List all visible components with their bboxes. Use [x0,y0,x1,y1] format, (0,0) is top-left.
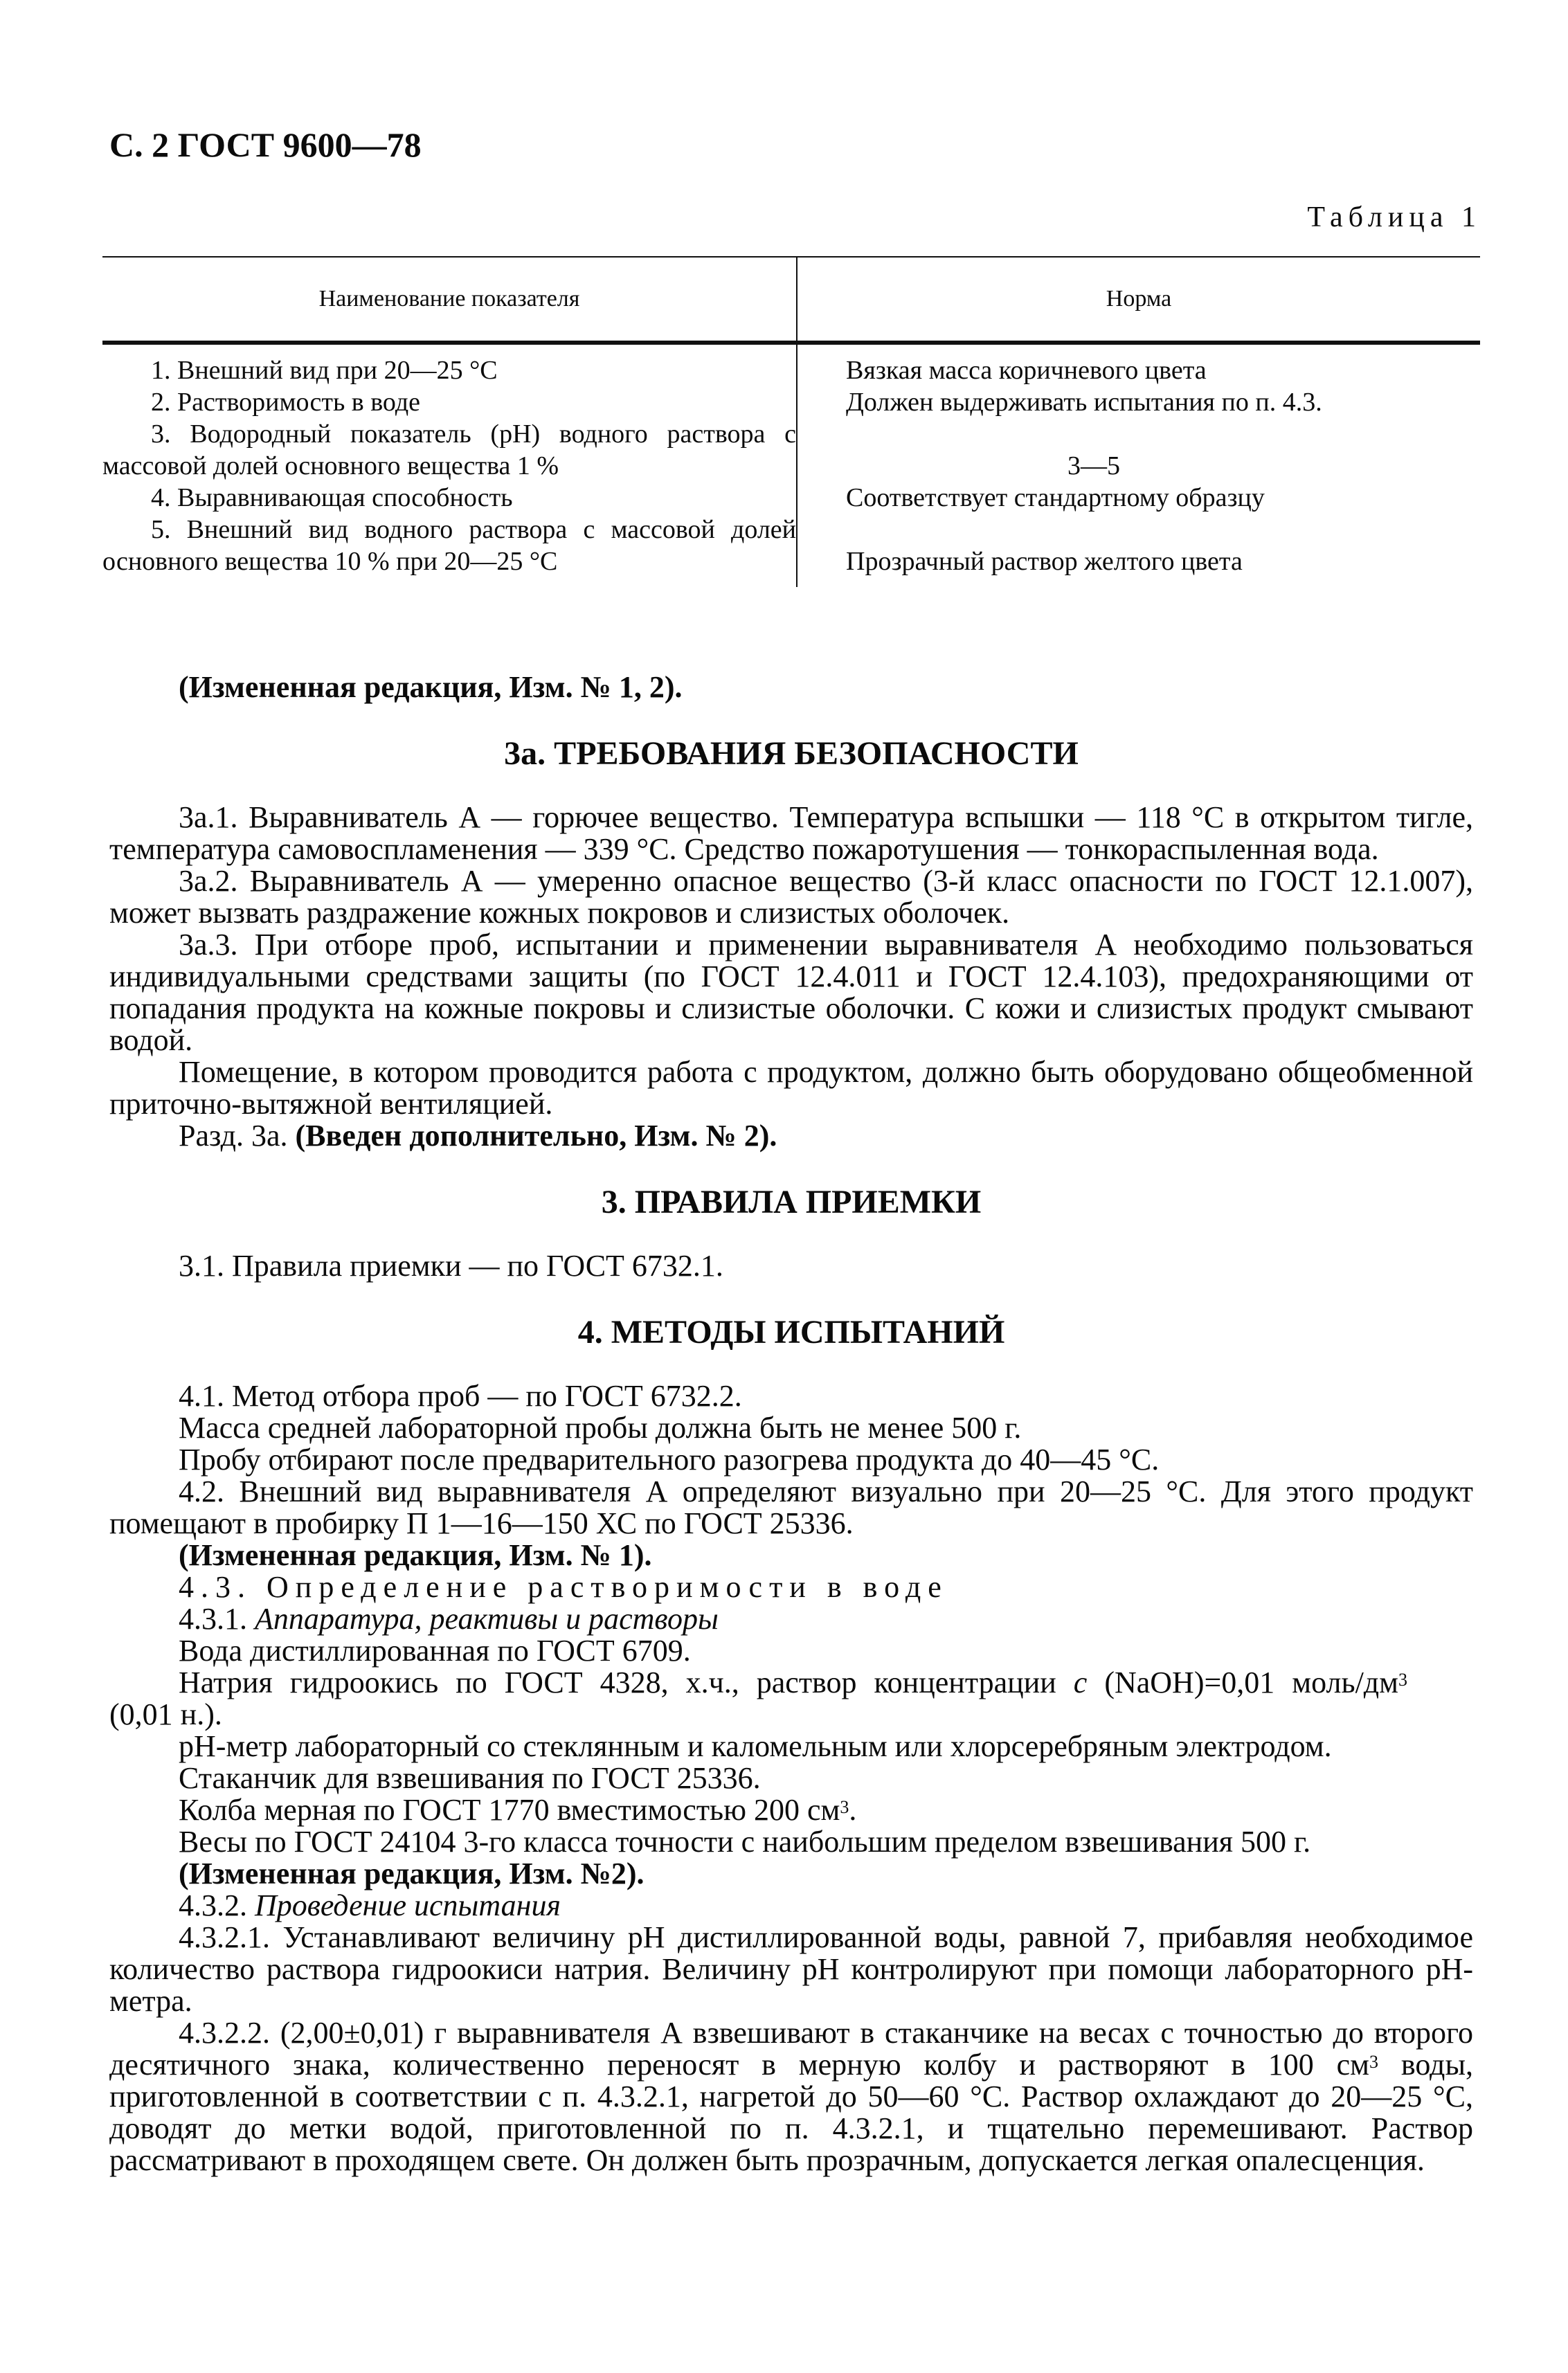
section-heading-methods: 4. МЕТОДЫ ИСПЫТАНИЙ [577,1314,1005,1351]
clause-number: 4.3.2. [179,1888,247,1922]
paragraph [109,1667,1473,1699]
paragraph: Пробу отбирают после предварительного разогрева продукта до 40—45 °С. [179,1443,1160,1477]
table-row-name: 5. Внешний вид водного раствора с массовой долей основного вещества 10 % при 20—25 °С [102,515,796,576]
paragraph [109,2017,1473,2176]
table-label: Таблица 1 [1307,201,1481,233]
paragraph: Помещение, в котором проводится работа с продуктом, должно быть оборудовано общеобменной приточно-вытяжной вентиляцией. [109,1055,1473,1121]
naoh-symbol: с [1073,1666,1088,1699]
amendment-note: (Измененная редакция, Изм. № 1, 2). [179,670,683,704]
flask-text: Колба мерная по ГОСТ 1770 вместимостью 200 см [179,1793,840,1827]
paragraph: 4.1. Метод отбора проб — по ГОСТ 6732.2. [179,1379,742,1413]
document-body [109,671,1473,2176]
clause-text: воды, приготовленной в соответствии с п. 4.3.2.1, нагретой до 50—60 °С. Раствор охлаждают до 20—25 °С, доводят до метки водой, приготовленной по п. 4.3.2.1, и тщательно перемешивают. Раствор рассматривают в проходящем свете. Он должен быть прозрачным, допускается легкая опалесценция. [109,2048,1474,2177]
table-col-norms [797,343,1480,587]
paragraph: рН-метр лабораторный со стеклянным и каломельным или хлорсеребряным электродом. [179,1729,1332,1763]
section-heading-acceptance: 3. ПРАВИЛА ПРИЕМКИ [601,1184,982,1220]
paragraph: 3а.2. Выравниватель А — умеренно опасное вещество (3-й класс опасности по ГОСТ 12.1.007), может вызвать раздражение кожных покровов и слизистых оболочек. [109,864,1473,930]
paragraph: 3.1. Правила приемки — по ГОСТ 6732.1. [179,1249,723,1283]
paragraph [109,1120,1473,1152]
subsection-heading: 4.3. Определение растворимости в воде [179,1570,948,1604]
amendment-note: (Введен дополнительно, Изм. № 2). [295,1119,777,1153]
table-row-norm: 3—5 [1067,451,1120,480]
paragraph: 4.3.2.1. Устанавливают величину рН дистиллированной воды, равной 7, прибавляя необходимое количество раствора гидроокиси натрия. Величину рН контролируют при помощи лабораторного рН-метра. [109,1920,1473,2018]
table-col-indicators [102,343,797,587]
paragraph: Вода дистиллированная по ГОСТ 6709. [179,1634,691,1668]
table-row-norm: Вязкая масса коричневого цвета [846,356,1207,385]
table-row-norm: Прозрачный раствор желтого цвета [846,547,1243,576]
paragraph [109,1890,1473,1922]
flask-end: . [849,1793,857,1827]
table-row-name: 1. Внешний вид при 20—25 °С [151,356,498,385]
amendment-note: (Измененная редакция, Изм. №2). [179,1857,645,1891]
section-heading-safety: 3а. ТРЕБОВАНИЯ БЕЗОПАСНОСТИ [504,735,1079,772]
table-row-name: 4. Выравнивающая способность [151,483,513,512]
table-row-name: 2. Растворимость в воде [151,388,421,417]
table-row-name: 3. Водородный показатель (рН) водного раствора с массовой долей основного вещества 1 % [102,419,796,480]
table-row-norm: Соответствует стандартному образцу [846,483,1265,512]
clause-title: Проведение испытания [255,1888,561,1922]
paragraph: 3а.3. При отборе проб, испытании и применении выравнивателя А необходимо пользоваться индивидуальными средствами защиты (по ГОСТ 12.4.011 и ГОСТ 12.4.103), предохраняющими от попадания продукта на кожные покровы и слизистые оболочки. С кожи и слизистых продукт смывают водой. [109,928,1473,1057]
paragraph [109,1794,1473,1826]
table-header-norm: Норма [797,257,1480,343]
naoh-text: Натрия гидроокись по ГОСТ 4328, х.ч., раствор концентрации [179,1666,1056,1699]
spec-table [102,256,1480,587]
amendment-note: (Измененная редакция, Изм. № 1). [179,1538,652,1572]
clause-text: 4.3.2.2. (2,00±0,01) г выравнивателя А взвешивают в стаканчике на весах с точностью до второго десятичного знака, количественно переносят в мерную колбу и растворяют в 100 см [109,2016,1473,2082]
paragraph [109,1603,1473,1635]
clause-title: Аппаратура, реактивы и растворы [255,1602,719,1636]
paragraph: 3а.1. Выравниватель А — горючее вещество. Температура вспышки — 118 °С в открытом тигле, температура самовоспламенения — 339 °С. Средство пожаротушения — тонкораспыленная вода. [109,800,1473,866]
razd-prefix: Разд. 3а. [179,1119,288,1153]
superscript: 3 [840,1797,849,1817]
paragraph: (0,01 н.). [109,1697,222,1731]
paragraph: 4.2. Внешний вид выравнивателя А определяют визуально при 20—25 °С. Для этого продукт помещают в пробирку П 1—16—150 ХС по ГОСТ 25336. [109,1474,1473,1540]
table-header-indicator: Наименование показателя [102,257,797,343]
superscript: 3 [1369,2052,1379,2072]
clause-number: 4.3.1. [179,1602,247,1636]
page-header: С. 2 ГОСТ 9600—78 [109,125,422,164]
paragraph: Масса средней лабораторной пробы должна быть не менее 500 г. [179,1411,1022,1445]
naoh-formula: (NaOH)=0,01 моль/дм [1104,1666,1399,1699]
superscript: 3 [1398,1670,1408,1690]
paragraph: Весы по ГОСТ 24104 3-го класса точности с наибольшим пределом взвешивания 500 г. [179,1825,1311,1859]
paragraph: Стаканчик для взвешивания по ГОСТ 25336. [179,1761,761,1795]
table-row-norm: Должен выдерживать испытания по п. 4.3. [846,388,1322,417]
